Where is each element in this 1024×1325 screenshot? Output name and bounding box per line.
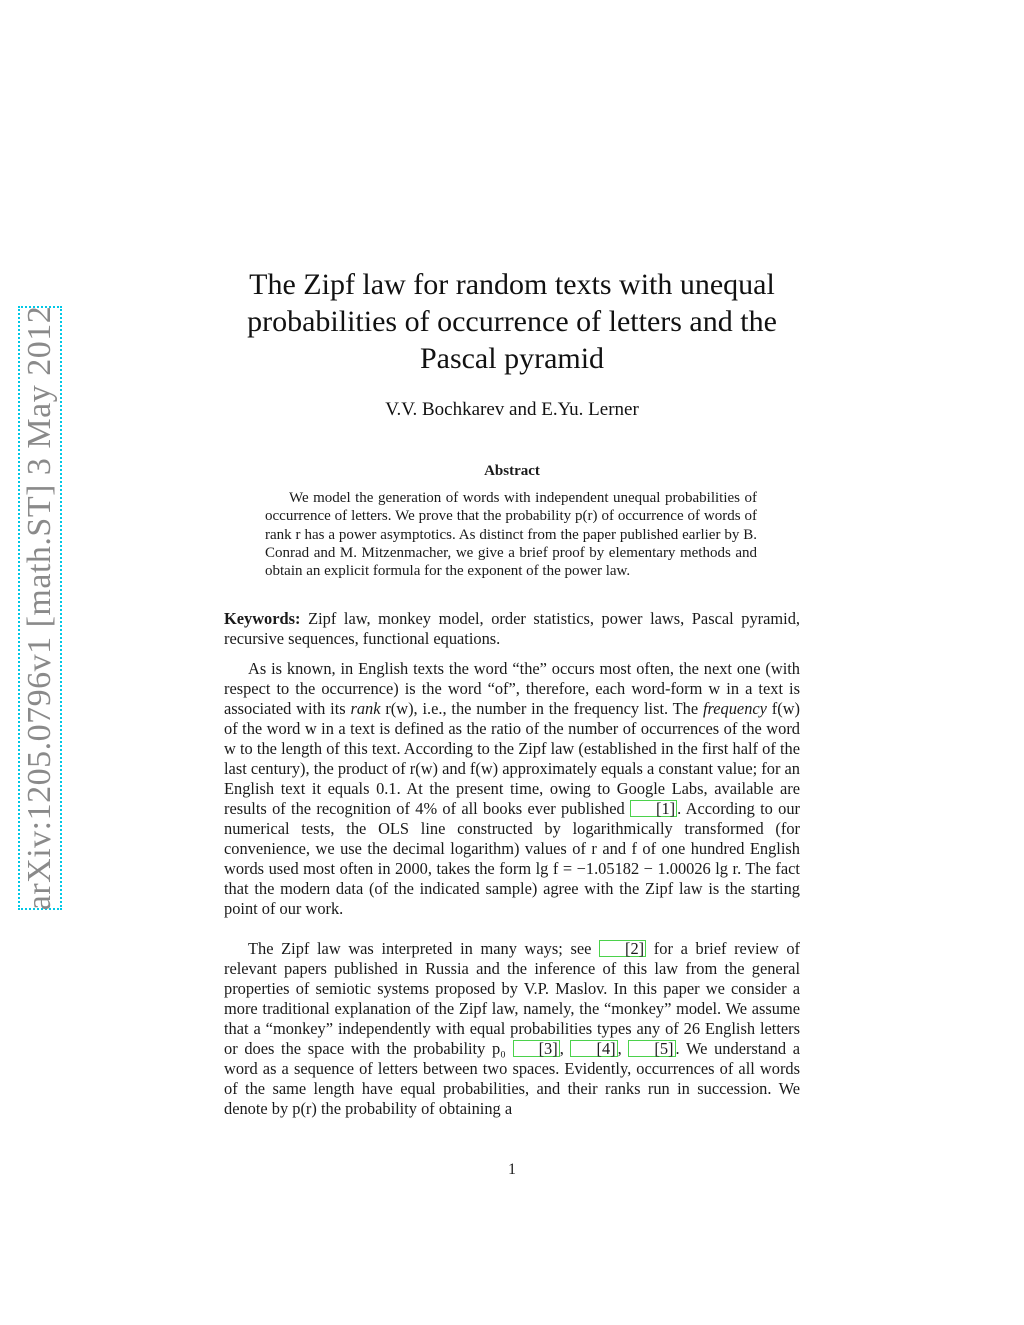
arxiv-identifier-text: arXiv:1205.0796v1 [math.ST] 3 May 2012	[21, 305, 58, 911]
paragraph-text: . According to our numerical tests, the OLS line constructed by logarithmically transformed (for convenience, we use the decimal logarithm) values of r and f of one hundred English words used most often in 2000, takes the form lg f = −1.05182 − 1.00026 lg r. The fact that the modern data (of the indicated sample) agree with the Zipf law is the starting point of our work.	[224, 799, 800, 918]
abstract-heading: Abstract	[484, 463, 540, 479]
abstract-text: We model the generation of words with independent unequal probabilities of occurrence of letters. We prove that the probability p(r) of occurrence of words of rank r has a power asymptotics. As distinct from the paper published earlier by B. Conrad and M. Mitzenmacher, we give a brief proof by elementary methods and obtain an explicit formula for the exponent of the power law.	[265, 490, 757, 580]
arxiv-identifier-stamp	[18, 306, 62, 910]
citation-link-4[interactable]: [4]	[570, 1040, 617, 1057]
body-paragraph-1	[224, 659, 800, 919]
title-line: probabilities of occurrence of letters and the	[247, 305, 777, 338]
paragraph-text: r(w), i.e., the number in the frequency list. The	[380, 699, 703, 718]
keywords-label: Keywords:	[224, 609, 301, 628]
paper-authors: V.V. Bochkarev and E.Yu. Lerner	[385, 399, 639, 420]
citation-link-1[interactable]: [1]	[630, 800, 677, 817]
citation-separator: ,	[559, 1039, 571, 1058]
citation-link-2[interactable]: [2]	[599, 940, 646, 957]
page-number: 1	[508, 1161, 516, 1178]
title-line: Pascal pyramid	[419, 342, 605, 375]
paragraph-text: The Zipf law was interpreted in many ways; see	[248, 939, 600, 958]
emphasis-rank: rank	[350, 699, 381, 718]
keywords-paragraph	[224, 609, 800, 649]
body-paragraph-2	[224, 939, 800, 1119]
paragraph-text: As is known, in English texts the word “the” occurs most often, the next one (with respect to the occurrence) is the word “of”, therefore, each word-form w in a text is associated with its	[224, 659, 800, 718]
citation-separator: ,	[617, 1039, 629, 1058]
emphasis-frequency: frequency	[702, 699, 767, 718]
paragraph-text: for a brief review of relevant papers published in Russia and the inference of this law from the general properties of semiotic systems proposed by V.P. Maslov. In this paper we consider a more traditional explanation of the Zipf law, namely, the “monkey” model. We assume that a “monkey” independently with equal probabilities types any of 26 English letters or does the space with the probability p₀	[224, 939, 800, 1058]
paragraph-text: f(w) of the word w in a text is defined as the ratio of the number of occurrences of the word w to the length of this text. According to the Zipf law (established in the first half of the last century), the product of r(w) and f(w) approximately equals a constant value; for an English text it equals 0.1. At the present time, owing to Google Labs, available are results of the recognition of 4% of all books ever published	[224, 699, 800, 818]
keywords-text: Zipf law, monkey model, order statistics, power laws, Pascal pyramid, recursive sequences, functional equations.	[224, 609, 800, 648]
citation-link-3[interactable]: [3]	[513, 1040, 560, 1057]
citation-link-5[interactable]: [5]	[628, 1040, 675, 1057]
paragraph-text: . We understand a word as a sequence of letters between two spaces. Evidently, occurrences of all words of the same length have equal probabilities, and their ranks run in succession. We denote by p(r) the probability of obtaining a	[224, 1039, 800, 1118]
paper-title	[224, 266, 800, 377]
title-line: The Zipf law for random texts with unequal	[249, 268, 775, 301]
